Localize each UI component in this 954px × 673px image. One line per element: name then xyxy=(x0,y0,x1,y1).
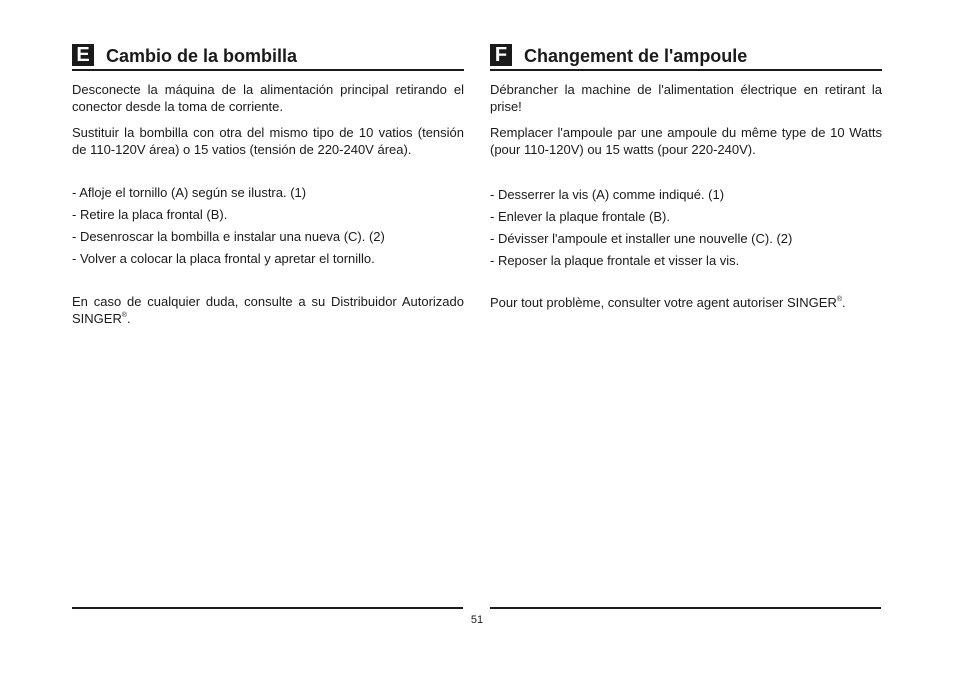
spanish-section-title: Cambio de la bombilla xyxy=(106,46,298,66)
spanish-intro-paragraph: Desconecte la máquina de la alimentación principal retirando el conector desde la toma de corriente. xyxy=(72,82,464,114)
spanish-step-2: - Retire la placa frontal (B). xyxy=(72,207,228,222)
french-step-2: - Enlever la plaque frontale (B). xyxy=(490,209,670,224)
spanish-steps-list xyxy=(72,184,464,267)
language-badge-e: E xyxy=(72,44,94,66)
footer-divider-left xyxy=(72,607,463,609)
french-intro-paragraph: Débrancher la machine de l'alimentation électrique en retirant la prise! xyxy=(490,82,882,114)
page-number: 51 xyxy=(470,614,484,626)
spanish-section-header xyxy=(72,44,464,71)
french-section-header xyxy=(490,44,882,71)
french-step-4: - Reposer la plaque frontale et visser la vis. xyxy=(490,253,740,268)
registered-mark: ® xyxy=(836,296,843,303)
spanish-step-4: - Volver a colocar la placa frontal y apretar el tornillo. xyxy=(72,251,375,266)
french-note-end: . xyxy=(842,295,846,310)
french-step-3: - Dévisser l'ampoule et installer une nouvelle (C). (2) xyxy=(490,231,793,246)
spanish-note-text: En caso de cualquier duda, consulte a su Distribuidor Autorizado SINGER xyxy=(72,294,464,326)
spanish-step-1: - Afloje el tornillo (A) según se ilustra. (1) xyxy=(72,185,307,200)
french-replace-paragraph: Remplacer l'ampoule par une ampoule du même type de 10 Watts (pour 110-120V) ou 15 watts (pour 220-240V). xyxy=(490,125,882,157)
spanish-note-end: . xyxy=(127,311,131,326)
french-section xyxy=(490,44,882,311)
registered-mark: ® xyxy=(121,312,128,319)
spanish-note-paragraph xyxy=(72,293,464,327)
footer-divider-right xyxy=(490,607,881,609)
french-section-title: Changement de l'ampoule xyxy=(524,46,748,66)
language-badge-f: F xyxy=(490,44,512,66)
spanish-step-3: - Desenroscar la bombilla e instalar una nueva (C). (2) xyxy=(72,229,385,244)
french-note-paragraph xyxy=(490,294,882,311)
spanish-replace-paragraph: Sustituir la bombilla con otra del mismo tipo de 10 vatios (tensión de 110-120V área) o 15 vatios (tensión de 220-240V área). xyxy=(72,125,464,157)
french-note-text: Pour tout problème, consulter votre agent autoriser SINGER xyxy=(490,295,837,310)
french-step-1: - Desserrer la vis (A) comme indiqué. (1) xyxy=(490,187,725,202)
french-steps-list xyxy=(490,186,882,269)
spanish-section xyxy=(72,44,464,327)
